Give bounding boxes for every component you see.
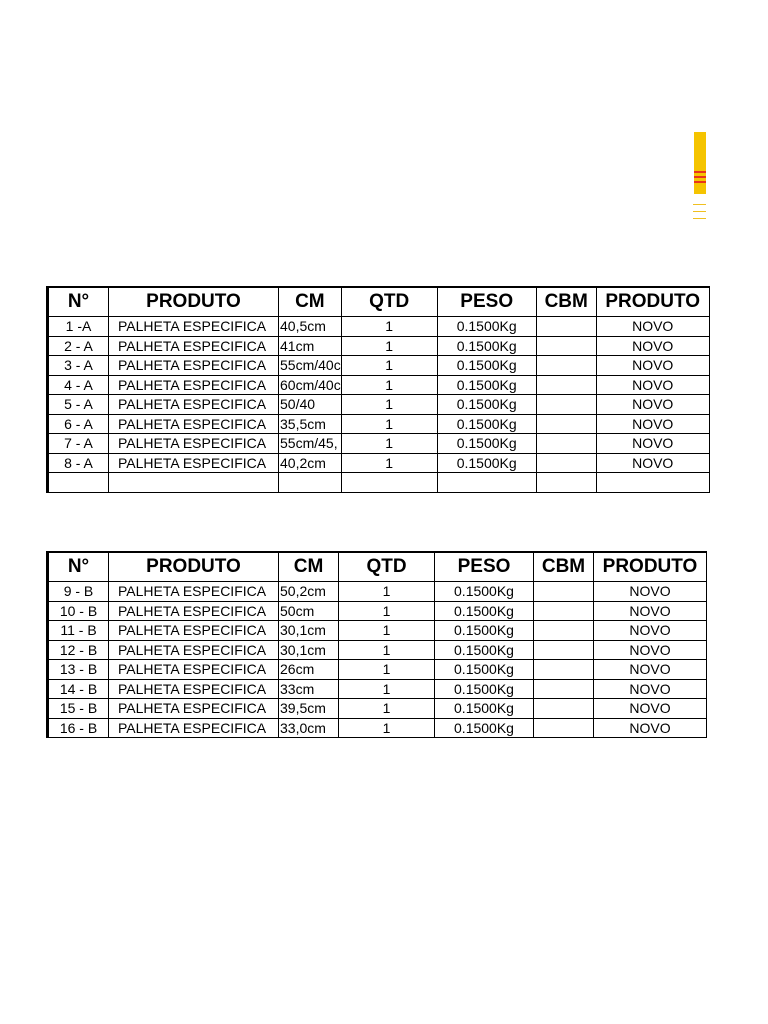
cell-size-cm: 40,2cm [279, 453, 342, 473]
table-row [48, 679, 707, 699]
cell-weight: 0.1500Kg [437, 395, 536, 415]
cell-product-condition: NOVO [596, 453, 709, 473]
cell-size-cm: 41cm [279, 336, 342, 356]
table-row [48, 414, 710, 434]
table-header-row [48, 287, 710, 317]
cell-empty [437, 473, 536, 493]
column-header-row-number: N° [48, 287, 109, 317]
cell-product-condition: NOVO [596, 356, 709, 376]
cell-cbm [536, 336, 596, 356]
cell-cbm [536, 453, 596, 473]
cell-cbm [536, 375, 596, 395]
cell-product-condition: NOVO [596, 395, 709, 415]
cell-row-number: 12 - B [48, 640, 109, 660]
cell-product-condition: NOVO [594, 699, 707, 719]
cell-product-condition: NOVO [596, 414, 709, 434]
cell-product-name: PALHETA ESPECIFICA [109, 660, 279, 680]
table-row [48, 336, 710, 356]
cell-size-cm: 39,5cm [279, 699, 339, 719]
cell-product-name: PALHETA ESPECIFICA [109, 356, 279, 376]
cell-empty [596, 473, 709, 493]
table-row [48, 660, 707, 680]
cell-cbm [536, 414, 596, 434]
cell-row-number: 8 - A [48, 453, 109, 473]
table-row [48, 375, 710, 395]
cell-cbm [534, 582, 594, 602]
cell-empty [341, 473, 437, 493]
cell-row-number: 3 - A [48, 356, 109, 376]
cell-product-condition: NOVO [596, 434, 709, 454]
column-header-product-name: PRODUTO [109, 552, 279, 582]
column-header-cbm: CBM [536, 287, 596, 317]
cell-size-cm: 30,1cm [279, 640, 339, 660]
cell-weight: 0.1500Kg [435, 718, 534, 738]
cell-cbm [536, 395, 596, 415]
column-header-quantity: QTD [339, 552, 435, 582]
cell-cbm [534, 718, 594, 738]
table-row [48, 601, 707, 621]
column-header-size-cm: CM [279, 552, 339, 582]
cell-weight: 0.1500Kg [435, 601, 534, 621]
cell-row-number: 10 - B [48, 601, 109, 621]
cell-product-name: PALHETA ESPECIFICA [109, 621, 279, 641]
cell-cbm [534, 699, 594, 719]
cell-quantity: 1 [339, 679, 435, 699]
cell-weight: 0.1500Kg [435, 621, 534, 641]
cell-product-name: PALHETA ESPECIFICA [109, 601, 279, 621]
cell-quantity: 1 [341, 414, 437, 434]
logo-line [693, 211, 706, 212]
cell-row-number: 16 - B [48, 718, 109, 738]
cell-quantity: 1 [341, 453, 437, 473]
cell-cbm [536, 317, 596, 337]
logo-line [693, 204, 706, 205]
cell-product-name: PALHETA ESPECIFICA [109, 375, 279, 395]
table-row [48, 317, 710, 337]
logo-bar [694, 132, 706, 194]
cell-quantity: 1 [341, 395, 437, 415]
cell-quantity: 1 [339, 621, 435, 641]
cell-size-cm: 50cm [279, 601, 339, 621]
cell-size-cm: 55cm/40c [280, 357, 341, 374]
cell-weight: 0.1500Kg [437, 375, 536, 395]
cell-weight: 0.1500Kg [437, 453, 536, 473]
cell-quantity: 1 [339, 601, 435, 621]
product-table-a [46, 286, 710, 493]
cell-cbm [536, 434, 596, 454]
cell-empty [536, 473, 596, 493]
column-header-cbm: CBM [534, 552, 594, 582]
cell-row-number: 4 - A [48, 375, 109, 395]
column-header-product-name: PRODUTO [109, 287, 279, 317]
cell-product-condition: NOVO [594, 621, 707, 641]
cell-row-number: 5 - A [48, 395, 109, 415]
cell-product-condition: NOVO [596, 317, 709, 337]
cell-size-cm: 60cm/40c [280, 376, 341, 393]
cell-product-name: PALHETA ESPECIFICA [109, 640, 279, 660]
cell-size-cm: 30,1cm [279, 621, 339, 641]
cell-size-cm: 55cm/45, [279, 434, 342, 454]
cell-quantity: 1 [341, 356, 437, 376]
cell-product-name: PALHETA ESPECIFICA [109, 718, 279, 738]
cell-product-name: PALHETA ESPECIFICA [109, 453, 279, 473]
cell-product-name: PALHETA ESPECIFICA [109, 336, 279, 356]
cell-row-number: 1 -A [48, 317, 109, 337]
cell-cbm [534, 679, 594, 699]
cell-quantity: 1 [339, 660, 435, 680]
column-header-weight: PESO [437, 287, 536, 317]
cell-weight: 0.1500Kg [437, 336, 536, 356]
table-row [48, 699, 707, 719]
cell-row-number: 6 - A [48, 414, 109, 434]
cell-row-number: 11 - B [48, 621, 109, 641]
table-row [48, 356, 710, 376]
table-row [48, 434, 710, 454]
cell-product-name: PALHETA ESPECIFICA [109, 679, 279, 699]
cell-product-condition: NOVO [594, 582, 707, 602]
product-table-b [46, 551, 707, 738]
column-header-size-cm: CM [279, 287, 342, 317]
cell-cbm [534, 621, 594, 641]
cell-row-number: 13 - B [48, 660, 109, 680]
cell-weight: 0.1500Kg [437, 356, 536, 376]
cell-row-number: 9 - B [48, 582, 109, 602]
cell-weight: 0.1500Kg [437, 414, 536, 434]
cell-cbm [534, 640, 594, 660]
cell-empty [279, 473, 342, 493]
cell-quantity: 1 [339, 699, 435, 719]
cell-weight: 0.1500Kg [435, 640, 534, 660]
cell-product-name: PALHETA ESPECIFICA [109, 699, 279, 719]
cell-cbm [536, 356, 596, 376]
cell-cbm [534, 660, 594, 680]
cell-weight: 0.1500Kg [437, 317, 536, 337]
cell-weight: 0.1500Kg [435, 699, 534, 719]
cell-row-number: 2 - A [48, 336, 109, 356]
cell-product-condition: NOVO [594, 601, 707, 621]
cell-size-cm: 40,5cm [279, 317, 342, 337]
cell-size-cm: 50,2cm [279, 582, 339, 602]
cell-cbm [534, 601, 594, 621]
cell-quantity: 1 [341, 317, 437, 337]
cell-quantity: 1 [339, 718, 435, 738]
table-row [48, 395, 710, 415]
cell-quantity: 1 [341, 336, 437, 356]
cell-product-condition: NOVO [594, 640, 707, 660]
column-header-product-condition: PRODUTO [594, 552, 707, 582]
cell-product-condition: NOVO [596, 375, 709, 395]
logo-stripe [694, 176, 706, 178]
cell-size-cm: 35,5cm [279, 414, 342, 434]
cell-row-number: 15 - B [48, 699, 109, 719]
cell-size-cm: 33,0cm [279, 718, 339, 738]
cell-quantity: 1 [341, 375, 437, 395]
cell-quantity: 1 [339, 640, 435, 660]
cell-row-number: 7 - A [48, 434, 109, 454]
cell-product-name: PALHETA ESPECIFICA [109, 582, 279, 602]
cell-product-condition: NOVO [594, 660, 707, 680]
cell-product-condition: NOVO [594, 679, 707, 699]
table-row [48, 640, 707, 660]
cell-quantity: 1 [341, 434, 437, 454]
cell-empty [109, 473, 279, 493]
cell-size-cm: 33cm [279, 679, 339, 699]
column-header-product-condition: PRODUTO [596, 287, 709, 317]
cell-product-name: PALHETA ESPECIFICA [109, 395, 279, 415]
table-row [48, 453, 710, 473]
cell-weight: 0.1500Kg [435, 582, 534, 602]
table-row [48, 582, 707, 602]
table-row [48, 718, 707, 738]
cell-weight: 0.1500Kg [437, 434, 536, 454]
cell-quantity: 1 [339, 582, 435, 602]
column-header-row-number: N° [48, 552, 109, 582]
cell-size-cm: 50/40 [279, 395, 342, 415]
cell-product-name: PALHETA ESPECIFICA [109, 317, 279, 337]
cell-row-number: 14 - B [48, 679, 109, 699]
cell-product-condition: NOVO [596, 336, 709, 356]
cell-weight: 0.1500Kg [435, 660, 534, 680]
cell-product-name: PALHETA ESPECIFICA [109, 414, 279, 434]
logo-stripe [694, 181, 706, 183]
cell-empty [48, 473, 109, 493]
cell-size-cm: 26cm [279, 660, 339, 680]
table-row [48, 621, 707, 641]
cell-product-condition: NOVO [594, 718, 707, 738]
cell-weight: 0.1500Kg [435, 679, 534, 699]
logo-line [693, 218, 706, 219]
logo-stripe [694, 171, 706, 173]
cell-product-name: PALHETA ESPECIFICA [109, 434, 279, 454]
column-header-weight: PESO [435, 552, 534, 582]
table-blank-row [48, 473, 710, 493]
column-header-quantity: QTD [341, 287, 437, 317]
table-header-row [48, 552, 707, 582]
